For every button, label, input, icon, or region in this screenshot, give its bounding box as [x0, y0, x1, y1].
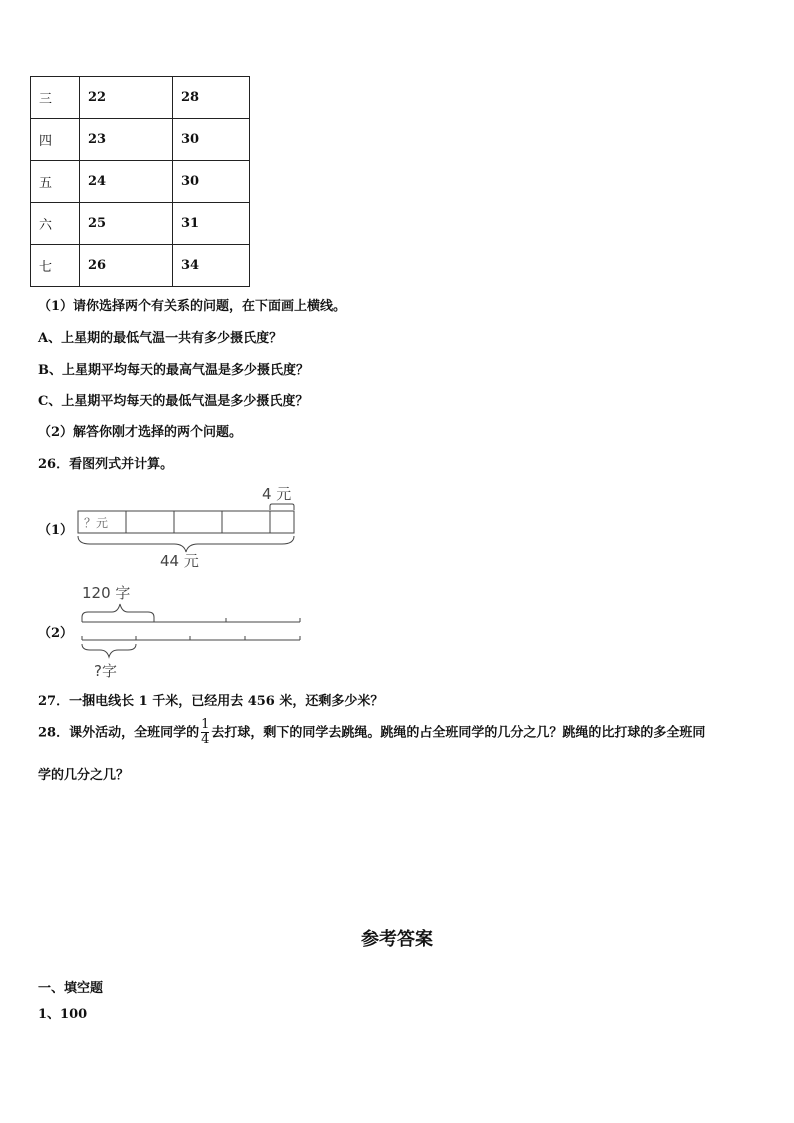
- day-cell: 五: [31, 161, 80, 203]
- q25-option-a: A、上星期的最低气温一共有多少摄氏度？: [38, 331, 283, 346]
- high-temp-cell: 30: [173, 161, 250, 203]
- q27: 27．一捆电线长 1 千米，已经用去 456 米，还剩多少米？: [38, 694, 384, 709]
- diagram1-label: （1）: [38, 523, 74, 538]
- q28-text-after: 去打球，剩下的同学去跳绳。跳绳的占全班同学的几分之几？跳绳的比打球的多全班同: [211, 725, 706, 741]
- high-temp-cell: 34: [173, 245, 250, 287]
- q28-text-before: 28．课外活动，全班同学的: [38, 725, 200, 741]
- table-row: [31, 119, 250, 161]
- day-cell: 七: [31, 245, 80, 287]
- q25-option-b: B、上星期平均每天的最高气温是多少摄氏度？: [38, 363, 309, 378]
- low-temp-cell: 24: [80, 161, 173, 203]
- diagram1: [70, 480, 310, 572]
- q25-part2: （2）解答你刚才选择的两个问题。: [38, 425, 243, 440]
- table-row: [31, 161, 250, 203]
- bottom-label: ?字: [94, 662, 117, 680]
- bottom-label: 44 元: [160, 552, 199, 570]
- low-temp-cell: 25: [80, 203, 173, 245]
- diagram2-label: （2）: [38, 626, 74, 641]
- answer-item-1: 1、100: [38, 1007, 88, 1022]
- top-brace: [270, 504, 294, 510]
- q25-option-c: C、上星期平均每天的最低气温是多少摄氏度？: [38, 394, 309, 409]
- high-temp-cell: 31: [173, 203, 250, 245]
- fraction-denominator: 4: [201, 732, 210, 748]
- box-label: ？元: [84, 516, 109, 530]
- bar-rect: [78, 511, 294, 533]
- top-label: 120 字: [82, 584, 131, 602]
- bottom-brace: [78, 536, 294, 552]
- day-cell: 三: [31, 77, 80, 119]
- high-temp-cell: 30: [173, 119, 250, 161]
- q28-line1: [38, 718, 705, 748]
- bottom-brace: [82, 644, 136, 657]
- day-cell: 四: [31, 119, 80, 161]
- diagram2: [76, 578, 306, 684]
- low-temp-cell: 23: [80, 119, 173, 161]
- q28-line2: 学的几分之几？: [38, 768, 130, 783]
- top-label: 4 元: [262, 485, 292, 503]
- day-cell: 六: [31, 203, 80, 245]
- temperature-table: [30, 76, 250, 287]
- high-temp-cell: 28: [173, 77, 250, 119]
- low-temp-cell: 22: [80, 77, 173, 119]
- answer-section: 一、填空题: [38, 981, 104, 996]
- answer-title: 参考答案: [361, 929, 433, 950]
- fraction-numerator: 1: [201, 717, 210, 732]
- top-brace: [82, 604, 154, 622]
- fraction: [201, 718, 209, 748]
- table-row: [31, 77, 250, 119]
- low-temp-cell: 26: [80, 245, 173, 287]
- table-row: [31, 245, 250, 287]
- table-row: [31, 203, 250, 245]
- q25-part1: （1）请你选择两个有关系的问题，在下面画上横线。: [38, 299, 347, 314]
- q26-title: 26．看图列式并计算。: [38, 457, 174, 472]
